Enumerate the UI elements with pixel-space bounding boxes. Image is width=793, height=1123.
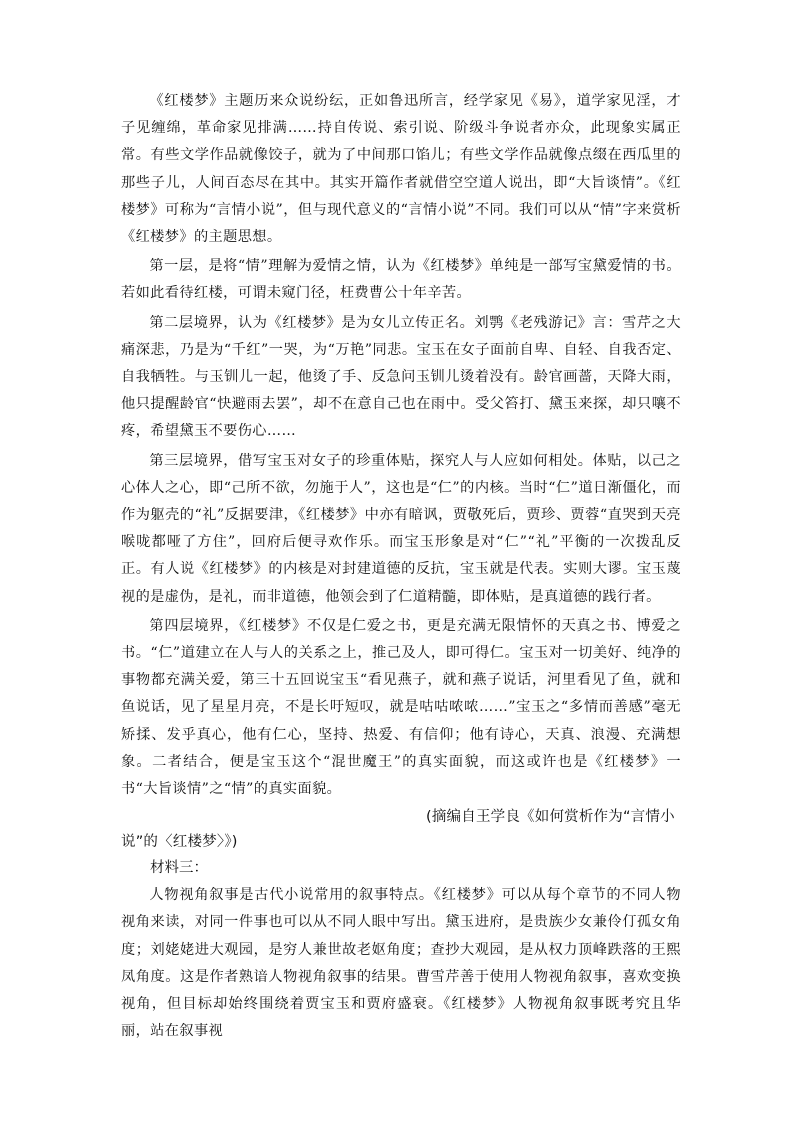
body-paragraph-4: 第三层境界，借写宝玉对女子的珍重体贴，探究人与人应如何相处。体贴，以己之心体人之心，即“己所不欲，勿施于人”，这也是“仁”的内核。当时“仁”道日渐僵化，而作为躯壳的“礼”反据要津，《红楼梦》中亦有暗讽，贾敬死后，贾珍、贾蓉“直哭到天亮喉咙都哑了方住”，回府后便寻欢作乐。而宝玉形象是对“仁”“礼”平衡的一次拨乱反正。有人说《红楼梦》的内核是对封建道德的反抗，宝玉就是代表。实则大谬。宝玉蔑视的是虚伪，是礼，而非道德，他领会到了仁道精髓，即体贴，是真道德的践行者。	[121, 452, 681, 605]
document-page	[121, 88, 681, 1048]
source-citation: (摘编自王学良《如何赏析作为“言情小说”的〈红楼梦〉》)	[121, 809, 675, 851]
body-paragraph-1: 《红楼梦》主题历来众说纷纭，正如鲁迅所言，经学家见《易》，道学家见淫，才子见缠绵，革命家见排满……持自传说、索引说、阶级斗争说者亦众，此现象实属正常。有些文学作品就像饺子，就为了中间那口馅儿；有些文学作品就像点缀在西瓜里的那些子儿，人间百态尽在其中。其实开篇作者就借空空道人说出，即“大旨谈情”。《红楼梦》可称为“言情小说”，但与现代意义的“言情小说”不同。我们可以从“情”字来赏析《红楼梦》的主题思想。	[121, 93, 681, 246]
material-three-paragraph: 人物视角叙事是古代小说常用的叙事特点。《红楼梦》可以从每个章节的不同人物视角来读，对同一件事也可以从不同人眼中写出。黛玉进府，是贵族少女兼伶仃孤女角度；刘姥姥进大观园，是穷人兼世故老妪角度；查抄大观园，是从权力顶峰跌落的王熙凤角度。这是作者熟谙人物视角叙事的结果。曹雪芹善于使用人物视角叙事，喜欢变换视角，但目标却始终围绕着贾宝玉和贾府盛衰。《红楼梦》人物视角叙事既考究且华丽，站在叙事视	[121, 887, 681, 1040]
body-paragraph-5: 第四层境界，《红楼梦》不仅是仁爱之书，更是充满无限情怀的天真之书、博爱之书。“仁”道建立在人与人的关系之上，推己及人，即可得仁。宝玉对一切美好、纯净的事物都充满关爱，第三十五回说宝玉“看见燕子，就和燕子说话，河里看见了鱼，就和鱼说话，见了星星月亮，不是长吁短叹，就是咕咕哝哝……”宝玉之“多情而善感”毫无矫揉、发乎真心，他有仁心，坚持、热爱、有信仰；他有诗心，天真、浪漫、充满想象。二者结合，便是宝玉这个“混世魔王”的真实面貌，而这或许也是《红楼梦》一书“大旨谈情”之“情”的真实面貌。	[121, 617, 681, 798]
body-paragraph-3: 第二层境界，认为《红楼梦》是为女儿立传正名。刘鹗《老残游记》言：雪芹之大痛深悲，乃是为“千红”一哭，为“万艳”同悲。宝玉在女子面前自卑、自轻、自我否定、自我牺牲。与玉钏儿一起，他烫了手、反急问玉钏儿烫着没有。龄官画蔷，天降大雨，他只提醒龄官“快避雨去罢”，却不在意自己也在雨中。受父笞打、黛玉来探，却只嚷不疼，希望黛玉不要伤心……	[121, 314, 681, 440]
material-three-label: 材料三：	[150, 860, 208, 877]
body-paragraph-2: 第一层，是将“情”理解为爱情之情，认为《红楼梦》单纯是一部写宝黛爱情的书。若如此看待红楼，可谓未窥门径，枉费曹公十年辛苦。	[121, 258, 681, 302]
